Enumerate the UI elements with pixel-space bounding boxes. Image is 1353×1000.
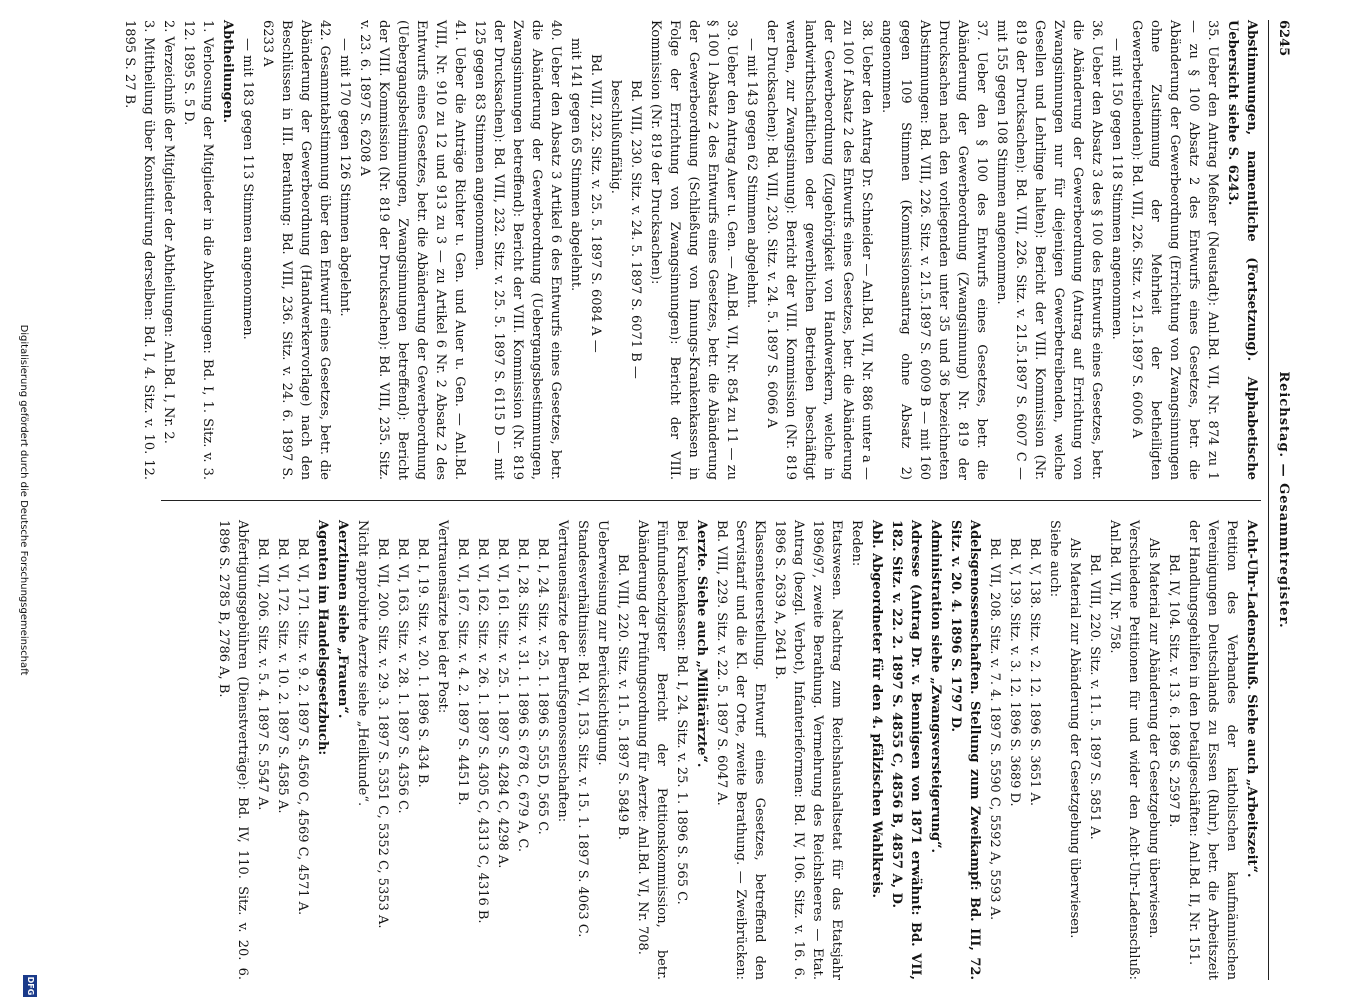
page-header	[1268, 20, 1295, 980]
register-entry: 2. Verzeichniß der Mitglieder der Abtheilungen: Anl.Bd. I, Nr. 2.	[161, 20, 176, 444]
left-column	[119, 20, 1261, 480]
register-entry: Administration siehe „Zwangsversteigerung“.	[928, 520, 943, 854]
page-number: 6245	[1276, 20, 1291, 57]
register-entry: Aerzte. Siehe auch „Militärärzte“.	[694, 520, 709, 768]
register-entry: Siehe auch:	[1047, 520, 1062, 598]
dfg-logo: DFG	[23, 975, 37, 997]
register-entry: Bei Krankenkassen: Bd. I, 24. Sitz. v. 25. 1. 1896 S. 565 C.	[674, 520, 689, 905]
page-title: Reichstag. — Gesammtregister.	[1276, 371, 1291, 629]
register-entry: 1. Verloosung der Mitglieder in die Abtheilungen: Bd. I, 1. Sitz. v. 3. 12. 1895 S. 5 D.	[181, 20, 215, 480]
register-entry: 3. Mittheilung über Konstituirung derselben: Bd. I, 4. Sitz. v. 10. 12. 1895 S. 27 B.	[122, 20, 156, 480]
register-entry: Abstimmungen, namentliche (Fortsetzung). Alphabetische Uebersicht siehe S. 6243.	[1225, 20, 1259, 480]
register-entry: Vertrauensärzte der Berufsgenossenschaften:	[555, 520, 570, 823]
register-entry: Bd. VIII, 232. Sitz. v. 25. 5. 1897 S. 6084 A —	[588, 54, 603, 353]
register-entry: Standesverhältnisse: Bd. VI, 153. Sitz. v. 15. 1. 1897 S. 4063 C.	[575, 520, 590, 938]
register-entry: 41. Ueber die Anträge Richter u. Gen. und Auer u. Gen. — Anl.Bd. VIII, Nr. 910 zu 12 und 913 zu 3 — zu Artikel 6 Nr. 2 Absatz 2 des Entwurfs eines Gesetzes, betr. die Abänderung der Gewerbeordnung (Uebergangsbestimmungen, Zwangsinnungen betreffend): Bericht der VIII. Kommission (Nr. 819 der Drucksachen): Bd. VIII, 235. Sitz. v. 23. 6. 1897 S. 6208 A	[357, 20, 467, 480]
register-entry: 37. Ueber den § 100 des Entwurfs eines Gesetzes, betr. die Abänderung der Gewerbeordnung (Zwangsinnung) Nr. 819 der Drucksachen nach den vorliegenden unter 35 und 36 bezeichneten Abstimmungen: Bd. VIII, 226. Sitz. v. 21.5.1897 S. 6009 B — mit 160 gegen 109 Stimmen (Kommissionsantrag ohne Absatz 2) angenommen.	[879, 20, 989, 480]
register-entry: Bd. I, 24. Sitz. v. 25. 1. 1896 S. 555 D, 565 C.	[535, 538, 550, 835]
register-entry: 35. Ueber den Antrag Meßner (Neustadt): Anl.Bd. VII, Nr. 874 zu 1 — zu § 100 Absatz 2 des Entwurfs eines Gesetzes, betr. die Abänderung der Gewerbeordnung (Errichtung von Zwangsinnungen ohne Zustimmung der Mehrheit der betheiligten Gewerbetreibenden): Bd. VIII, 226. Sitz. v. 21.5.1897 S. 6006 A	[1129, 20, 1220, 480]
register-entry: beschlußunfähig.	[608, 80, 623, 194]
register-entry: Bd. VIII, 230. Sitz. v. 24. 5. 1897 S. 6071 B —	[628, 80, 643, 379]
register-entry: Bd. VI, 163. Sitz. v. 28. 1. 1897 S. 4356 C.	[395, 538, 410, 814]
register-entry: Ueberweisung zur Berücksichtigung.	[595, 520, 610, 766]
register-entry: Etatswesen. Nachtrag zum Reichshaushaltsetat für das Etatsjahr 1896/97, zweite Berathung. Vermehrung des Reichsheeres — Etat. Antrag (bezgl. Verbot), Infanterieformen: Bd. IV, 106. Sitz. v. 16. 6. 1896 S. 2639 A, 2641 B.	[772, 520, 844, 980]
register-entry: — mit 170 gegen 126 Stimmen abgelehnt.	[337, 38, 352, 317]
register-entry: Bd. VI, 162. Sitz. v. 26. 1. 1897 S. 4305 C, 4313 C, 4316 B.	[475, 538, 490, 924]
register-entry: Abl. Abgeordneter für den 4. pfälzischen Wahlkreis.	[869, 520, 884, 899]
register-entry: 42. Gesammtabstimmung über den Entwurf eines Gesetzes, betr. die Abänderung der Gewerbeordnung (Handwerkervorlage) nach den Beschlüssen in III. Berathung: Bd. VIII, 236. Sitz. v. 24. 6. 1897 S. 6233 A	[260, 20, 332, 480]
register-entry: Bd. VI, 161. Sitz. v. 25. 1. 1897 S. 4284 C, 4298 A.	[495, 538, 510, 869]
register-entry: — mit 150 gegen 118 Stimmen angenommen.	[1109, 38, 1124, 340]
register-entry: Als Material zur Abänderung der Gesetzgebung überwiesen.	[1067, 538, 1082, 939]
register-entry: Klassensteuerstellung. Entwurf eines Gesetzes, betreffend den Servistarif und die Kl. der Orte, zweite Berathung. — Zweibrücken: Bd. VIII, 229. Sitz. v. 22. 5. 1897 S. 6047 A.	[714, 520, 767, 980]
register-entry: Bd. VI, 172. Sitz. v. 10. 2. 1897 S. 4585 A.	[275, 538, 290, 814]
register-entry: mit 141 gegen 65 Stimmen abgelehnt.	[568, 38, 583, 292]
register-entry: Bd. I, 19. Sitz. v. 20. 1. 1896 S. 434 B.	[415, 538, 430, 788]
column-divider	[161, 500, 1261, 501]
register-entry: Abfertigungsgebühren (Dienstverträge): Bd. IV, 110. Sitz. v. 20. 6. 1896 S. 2785 B, 2786 A, B.	[216, 520, 250, 980]
register-entry: Abtheilungen.	[220, 20, 235, 124]
register-entry: Bd. VII, 200. Sitz. v. 29. 3. 1897 S. 5351 C, 5352 C, 5353 A.	[375, 538, 390, 929]
register-entry: Bd. V, 139. Sitz. v. 3. 12. 1896 S. 3689 D.	[1007, 538, 1022, 807]
register-entry: Fünfundsechzigster Bericht der Petitionskommission, betr. Abänderung der Prüfungsordnung für Aerzte: Anl.Bd. VI, Nr. 708.	[635, 520, 669, 980]
register-entry: Bd. V, 138. Sitz. v. 2. 12. 1896 S. 3651 A.	[1027, 538, 1042, 807]
register-entry: Acht-Uhr-Ladenschluß. Siehe auch „Arbeitszeit“.	[1244, 520, 1259, 878]
register-entry: 40. Ueber den Absatz 3 Artikel 6 des Entwurfs eines Gesetzes, betr. die Abänderung der Gewerbeordnung (Uebergangsbestimmungen, Zwangsinnungen betreffend): Bericht der VIII. Kommission (Nr. 819 der Drucksachen): Bd. VIII, 232. Sitz. v. 25. 5. 1897 S. 6115 D — mit 125 gegen 83 Stimmen angenommen.	[472, 20, 563, 480]
register-entry: Bd. VII, 208. Sitz. v. 7. 4. 1897 S. 5590 C, 5592 A, 5593 A.	[987, 538, 1002, 921]
register-entry: Verschiedene Petitionen für und wider den Acht-Uhr-Ladenschluß: Anl.Bd. VII, Nr. 758.	[1107, 520, 1141, 980]
register-entry: Aerztinnen siehe „Frauen“.	[335, 520, 350, 719]
right-column	[213, 520, 1261, 980]
register-entry: Petition des Verbandes der katholischen kaufmännischen Vereinigungen Deutschlands zu Essen (Ruhr), betr. die Arbeitszeit der Handlungsgehilfen in den Detailgeschäften: Anl.Bd. II, Nr. 151.	[1186, 520, 1239, 980]
register-entry: Adelsgenossenschaften. Stellung zum Zweikampf: Bd. III, 72. Sitz. v. 20. 4. 1896 S. 1797 D.	[948, 520, 982, 980]
register-entry: Bd. VII, 206. Sitz. v. 5. 4. 1897 S. 5547 A.	[255, 538, 270, 811]
register-entry: Bd. VIII, 220. Sitz. v. 11. 5. 1897 S. 5849 B.	[615, 554, 630, 840]
register-entry: Agenten im Handelsgesetzbuch:	[315, 520, 330, 756]
register-entry: 38. Ueber den Antrag Dr. Schneider — Anl.Bd. VII, Nr. 886 unter a — zu 100 f Absatz 2 des Entwurfs eines Gesetzes, betr. die Abänderung der Gewerbeordnung (Zugehörigkeit von Handwerkern, welche in landwirthschaftlichen oder gewerblichen Betrieben beschäftigt werden, zur Zwangsinnung): Bericht der VIII. Kommission (Nr. 819 der Drucksachen): Bd. VIII, 230. Sitz. v. 24. 5. 1897 S. 6066 A	[764, 20, 874, 480]
register-entry: Adresse (Antrag Dr. v. Bennigsen von 1871 erwähnt: Bd. VII, 182. Sitz. v. 22. 2. 1897 S. 4855 C, 4856 B, 4857 A, D.	[889, 520, 923, 980]
register-entry: Bd. VI, 171. Sitz. v. 9. 2. 1897 S. 4560 C, 4569 C, 4571 A.	[295, 538, 310, 916]
register-entry: — mit 143 gegen 62 Stimmen abgelehnt.	[744, 38, 759, 309]
register-entry: 39. Ueber den Antrag Auer u. Gen. — Anl.Bd. VII, Nr. 854 zu 11 — zu § 100 l Absatz 2 des Entwurfs eines Gesetzes, betr. die Abänderung der Gewerbeordnung (Schließung von Innungs-Krankenkassen in Folge der Errichtung von Zwangsinnungen): Bericht der VIII. Kommission (Nr. 819 der Drucksachen):	[648, 20, 739, 480]
register-entry: Bd. VI, 167. Sitz. v. 4. 2. 1897 S. 4451 B.	[455, 538, 470, 806]
register-entry: Nicht approbirte Aerzte siehe „Heilkunde“.	[355, 520, 370, 807]
register-entry: Reden:	[849, 520, 864, 567]
register-entry: 36. Ueber den Absatz 3 des § 100 des Entwurfs eines Gesetzes, betr. die Abänderung der Gewerbeordnung (Antrag auf Errichtung von Zwangsinnungen nur für diejenigen Gewerbetreibenden, welche Gesellen und Lehrlinge halten): Bericht der VIII. Kommission (Nr. 819 der Drucksachen): Bd. VIII, 226. Sitz. v. 21.5.1897 S. 6007 C — mit 155 gegen 108 Stimmen angenommen.	[994, 20, 1104, 480]
register-entry: Als Material zur Abänderung der Gesetzgebung überwiesen.	[1146, 538, 1161, 939]
register-entry: Vertrauensärzte bei der Post:	[435, 520, 450, 714]
register-entry: — mit 183 gegen 113 Stimmen angenommen.	[240, 38, 255, 340]
digitization-credit: Digitalisierung gefördert durch die Deutsche Forschungsgemeinschaft	[18, 324, 29, 676]
register-entry: Bd. I, 28. Sitz. v. 31. 1. 1896 S. 678 C, 679 A, C.	[515, 538, 530, 852]
register-entry: Bd. VIII, 220. Sitz. v. 11. 5. 1897 S. 5851 A.	[1087, 554, 1102, 840]
register-entry: Bd. IV, 104. Sitz. v. 13. 6. 1896 S. 2597 B.	[1166, 554, 1181, 828]
